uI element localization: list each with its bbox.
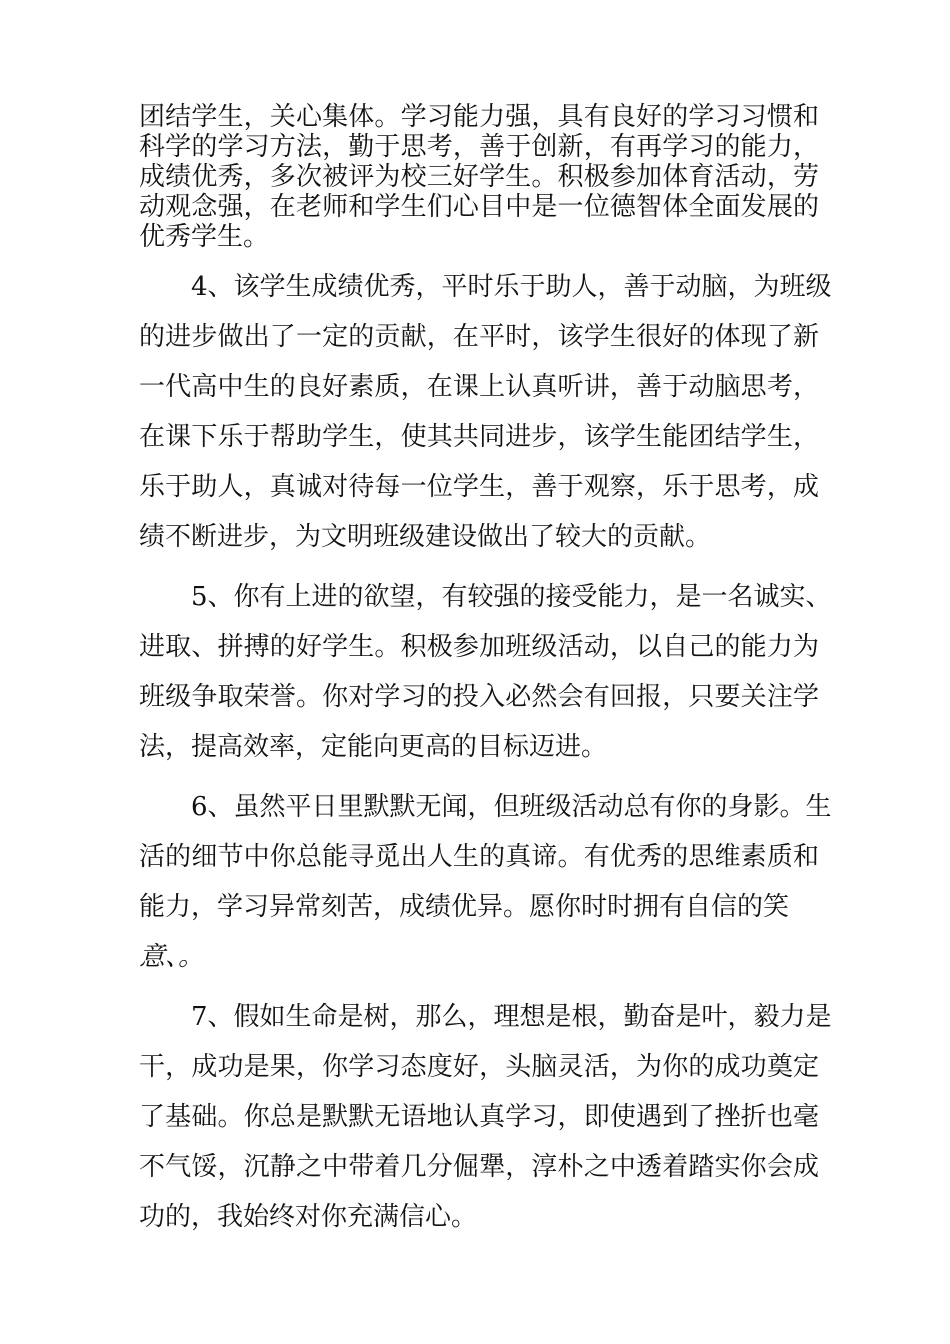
text-line: 在课下乐于帮助学生，使其共同进步，该学生能团结学生， xyxy=(139,422,819,452)
text-line: 团结学生，关心集体。学习能力强，具有良好的学习习惯和 xyxy=(139,102,819,132)
text-line: 4、该学生成绩优秀，平时乐于助人，善于动脑，为班级 xyxy=(191,272,832,302)
text-line: 活的细节中你总能寻觅出人生的真谛。有优秀的思维素质和 xyxy=(139,842,819,872)
text-line: 7、假如生命是树，那么，理想是根，勤奋是叶，毅力是 xyxy=(191,1002,832,1032)
document-body xyxy=(139,102,832,1242)
text-line: 绩不断进步，为文明班级建设做出了较大的贡献。 xyxy=(139,522,712,552)
text-line: 了基础。你总是默默无语地认真学习，即使遇到了挫折也毫 xyxy=(139,1102,819,1132)
text-line: 优秀学生。 xyxy=(139,222,270,252)
text-line: 不气馁，沉静之中带着几分倔犟，淳朴之中透着踏实你会成 xyxy=(139,1152,819,1182)
paragraph-6 xyxy=(139,782,832,982)
text-line: 科学的学习方法，勤于思考，善于创新，有再学习的能力， xyxy=(139,132,819,162)
text-line: 一代高中生的良好素质，在课上认真听讲，善于动脑思考， xyxy=(139,372,819,402)
text-line: 干，成功是果，你学习态度好，头脑灵活，为你的成功奠定 xyxy=(139,1052,819,1082)
text-line: 意、。 xyxy=(139,942,205,972)
text-line: 成绩优秀，多次被评为校三好学生。积极参加体育活动，劳 xyxy=(139,162,819,192)
text-line: 法，提高效率，定能向更高的目标迈进。 xyxy=(139,732,608,762)
text-line: 能力，学习异常刻苦，成绩优异。愿你时时拥有自信的笑 xyxy=(139,892,790,922)
paragraph-4 xyxy=(139,262,832,562)
text-line: 的进步做出了一定的贡献，在平时，该学生很好的体现了新 xyxy=(139,322,819,352)
text-line: 乐于助人，真诚对待每一位学生，善于观察，乐于思考，成 xyxy=(139,472,819,502)
text-line: 6、虽然平日里默默无闻，但班级活动总有你的身影。生 xyxy=(191,792,832,822)
text-line: 5、你有上进的欲望，有较强的接受能力，是一名诚实、 xyxy=(191,582,832,612)
text-line: 班级争取荣誉。你对学习的投入必然会有回报，只要关注学 xyxy=(139,682,819,712)
text-line: 进取、拼搏的好学生。积极参加班级活动，以自己的能力为 xyxy=(139,632,819,662)
paragraph-5 xyxy=(139,572,832,772)
text-line: 动观念强，在老师和学生们心目中是一位德智体全面发展的 xyxy=(139,192,819,222)
text-line: 功的，我始终对你充满信心。 xyxy=(139,1202,478,1232)
intro-paragraph xyxy=(139,102,819,252)
paragraph-7 xyxy=(139,992,832,1242)
